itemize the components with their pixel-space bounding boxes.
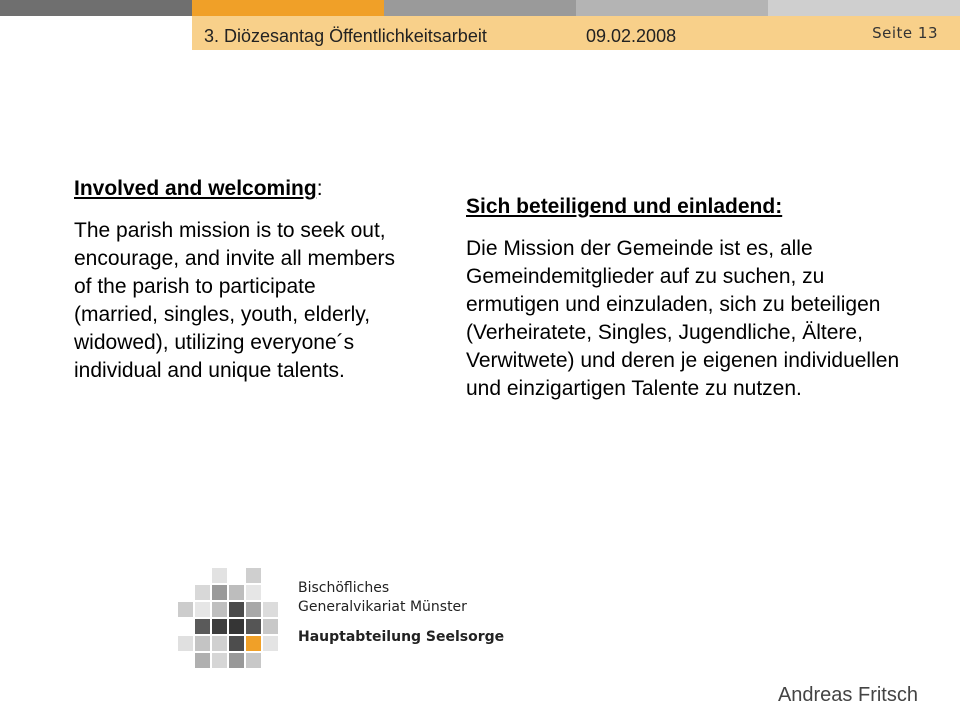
english-heading (74, 175, 404, 203)
german-body: Die Mission der Gemeinde ist es, alle Gemeindemitglieder auf zu suchen, zu ermutigen und einzuladen, sich zu beteiligen (Verheiratete, Singles, Jugendliche, Ältere, Verwitwete) und deren je eigenen individuellen und einzigartigen Talente zu nutzen. (466, 237, 900, 400)
logo-line-2: Generalvikariat Münster (298, 599, 467, 615)
strip-segment-mid (384, 0, 576, 16)
logo-line-1: Bischöfliches (298, 580, 390, 596)
header-date: 09.02.2008 (586, 26, 677, 46)
author-name: Andreas Fritsch (777, 684, 918, 706)
header-title: 3. Diözesantag Öffentlichkeitsarbeit (204, 26, 487, 46)
german-heading (466, 193, 906, 221)
english-body: The parish mission is to seek out, encourage, and invite all members of the parish to participate (married, singles, youth, elderly, widowed), utilizing everyone´s individual and unique talents. (74, 219, 396, 382)
strip-segment-orange (192, 0, 384, 16)
logo-line-3: Hauptabteilung Seelsorge (298, 629, 505, 645)
english-heading-colon: : (316, 177, 323, 200)
english-column (74, 175, 404, 385)
header-band (192, 16, 960, 50)
strip-segment-lighter (768, 0, 960, 16)
german-column (466, 193, 906, 403)
strip-segment-dark (0, 0, 192, 16)
diocese-logo-icon (178, 568, 280, 670)
german-heading-text: Sich beteiligend und einladend: (466, 195, 783, 218)
top-color-strip (0, 0, 960, 16)
english-heading-text: Involved and welcoming (74, 177, 317, 200)
page-number: Seite 13 (872, 24, 938, 42)
strip-segment-light (576, 0, 768, 16)
